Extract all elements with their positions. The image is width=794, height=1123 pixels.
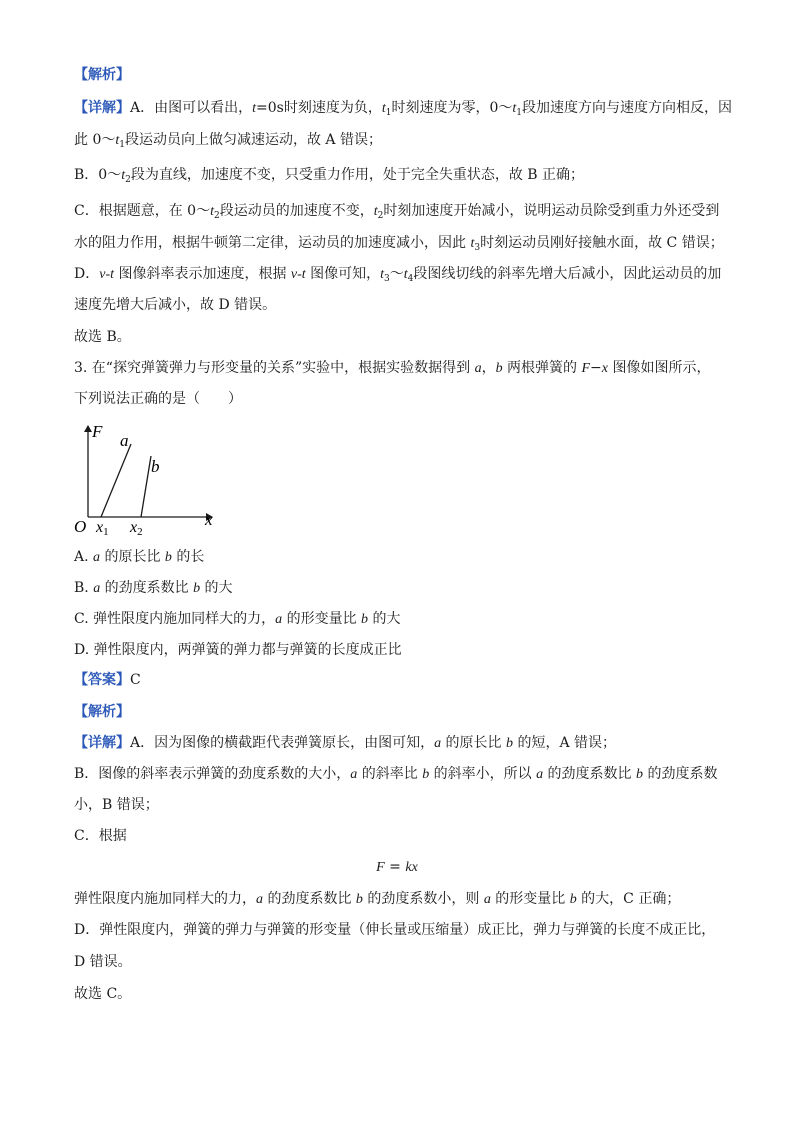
text: 时刻速度为零，0～ <box>391 100 513 116</box>
var-b: b <box>636 767 644 782</box>
option-a <box>74 548 204 566</box>
text: 的原长比 <box>441 735 507 751</box>
text: 的大 <box>200 580 233 596</box>
detail-line-c2 <box>74 234 724 252</box>
var-a: a <box>93 581 101 596</box>
text: − <box>590 360 602 376</box>
detail-line-c1: C．根据 <box>74 828 127 844</box>
text: 的形变量比 <box>282 611 362 627</box>
detail-line-d1 <box>74 265 721 283</box>
var-t1: t <box>115 133 120 148</box>
var-vt: v-t <box>290 267 306 282</box>
text: 时刻加速度开始减小，说明运动员除受到重力外还受到 <box>383 203 720 219</box>
answer-value: C <box>130 672 141 688</box>
var-x: x <box>601 361 608 376</box>
var-a: a <box>536 767 544 782</box>
var-f: F <box>581 361 591 376</box>
var-b: b <box>164 550 172 565</box>
var-b: b <box>193 581 201 596</box>
detail-line-c1 <box>74 202 719 220</box>
option-d: D. 弹性限度内，两弹簧的弹力都与弹簧的长度成正比 <box>74 642 402 658</box>
answer-tag: 【答案】 <box>74 672 130 688</box>
text: C. 弹性限度内施加同样大的力， <box>74 611 276 627</box>
subscript: 2 <box>125 175 131 185</box>
text: B．0～ <box>74 167 122 183</box>
text: ～ <box>389 266 404 282</box>
text: 的斜率比 <box>357 766 423 782</box>
subscript: 1 <box>119 140 125 150</box>
var-b: b <box>569 892 577 907</box>
x1-label: x1 <box>96 519 109 538</box>
analysis-heading: 【解析】 <box>74 704 130 720</box>
text: =0s时刻速度为负， <box>256 100 382 116</box>
text: 段运动员向上做匀减速运动，故 A 错误； <box>124 132 382 148</box>
subscript: 2 <box>377 211 384 221</box>
text: 的原长比 <box>100 549 165 565</box>
var-t4: t <box>403 267 408 282</box>
detail-line-c2 <box>74 890 680 908</box>
analysis-heading: 【解析】 <box>74 67 130 83</box>
equals: = <box>384 859 406 875</box>
var-t3: t <box>470 236 475 251</box>
text: 的形变量比 <box>490 891 570 907</box>
detail-line-b1 <box>74 765 717 783</box>
detail-tag: 【详解】 <box>74 735 130 751</box>
question-stem-line2: 下列说法正确的是（ ） <box>74 391 242 407</box>
text: 水的阻力作用，根据牛顿第二定律，运动员的加速度减小，因此 <box>74 235 471 251</box>
var-t1: t <box>381 101 386 116</box>
text: 段加速度方向与速度方向相反，因 <box>522 100 733 116</box>
detail-line-d2: D 错误。 <box>74 954 132 970</box>
subscript: 3 <box>474 243 481 253</box>
text: B．图像的斜率表示弹簧的劲度系数的大小， <box>74 766 351 782</box>
origin-label: O <box>74 517 87 536</box>
var-t3: t <box>380 267 385 282</box>
text: B. <box>74 580 94 596</box>
option-b <box>74 579 233 597</box>
var-a: a <box>93 550 101 565</box>
text: C．根据题意，在 0～ <box>74 203 211 219</box>
detail-tag: 【详解】 <box>74 100 130 116</box>
text: 的斜率小，所以 <box>429 766 537 782</box>
text: 的劲度系数比 <box>100 580 194 596</box>
text: 段图线切线的斜率先增大后减小，因此运动员的加 <box>413 266 722 282</box>
var-t1: t <box>512 101 517 116</box>
text: 的劲度系数比 <box>543 766 637 782</box>
text: 段为直线，加速度不变，只受重力作用，处于完全失重状态，故 B 正确； <box>130 167 585 183</box>
line-a-label: a <box>120 431 129 450</box>
text: 的短，A 错误； <box>513 735 617 751</box>
detail-line-b2: 小，B 错误； <box>74 797 159 813</box>
text: 图像可知， <box>305 266 381 282</box>
subscript: 2 <box>213 211 220 221</box>
text: A．由图可以看出， <box>130 100 253 116</box>
text: 弹性限度内施加同样大的力， <box>74 891 256 907</box>
var-kx: kx <box>405 860 418 875</box>
detail-line-d2: 速度先增大后减小，故 D 错误。 <box>74 297 277 313</box>
question-stem-line1 <box>74 359 710 377</box>
var-b: b <box>506 736 514 751</box>
detail-line-a2 <box>74 131 382 149</box>
text: ， <box>481 360 496 376</box>
text: 图像如图所示， <box>608 360 711 376</box>
text: 两根弹簧的 <box>502 360 582 376</box>
var-b: b <box>422 767 430 782</box>
detail-line-b1 <box>74 166 584 184</box>
conclusion-line: 故选 C。 <box>74 986 132 1002</box>
var-a: a <box>474 361 482 376</box>
text: 3. 在“探究弹簧弹力与形变量的关系”实验中，根据实验数据得到 <box>74 360 475 376</box>
text: 图像斜率表示加速度，根据 <box>114 266 291 282</box>
var-t: t <box>252 101 257 116</box>
text: 此 0～ <box>74 132 116 148</box>
var-t2: t <box>121 168 126 183</box>
detail-line-a1 <box>74 99 732 117</box>
var-vt: v-t <box>99 267 114 282</box>
text: A．因为图像的横截距代表弹簧原长，由图可知， <box>130 735 435 751</box>
answer-line <box>74 671 141 689</box>
y-axis-label: F <box>92 422 103 441</box>
text: D． <box>74 266 100 282</box>
text: A. <box>74 549 94 565</box>
text: 的大 <box>368 611 401 627</box>
text: 的劲度系数比 <box>263 891 356 907</box>
text: 时刻运动员刚好接触水面，故 C 错误； <box>480 235 724 251</box>
option-c <box>74 610 400 628</box>
subscript: 3 <box>384 274 390 284</box>
var-b: b <box>355 892 363 907</box>
detail-line-d1: D．弹性限度内，弹簧的弹力与弹簧的形变量（伸长量或压缩量）成正比，弹力与弹簧的长度不成正比， <box>74 922 716 938</box>
var-a: a <box>483 892 491 907</box>
text: 的劲度系数小，则 <box>362 891 484 907</box>
subscript: 4 <box>407 274 414 284</box>
var-b: b <box>495 361 503 376</box>
text: 的大，C 正确； <box>576 891 681 907</box>
var-a: a <box>434 736 442 751</box>
subscript: 1 <box>385 108 392 118</box>
var-a: a <box>350 767 358 782</box>
var-a: a <box>275 612 283 627</box>
x-axis-label: x <box>205 510 213 529</box>
text: 段运动员的加速度不变， <box>219 203 374 219</box>
subscript: 1 <box>516 108 523 118</box>
var-a: a <box>256 892 263 907</box>
detail-line-a <box>74 734 616 752</box>
var-t2: t <box>373 204 378 219</box>
formula-hooke <box>0 858 794 876</box>
var-t2: t <box>210 204 214 219</box>
text: 的长 <box>171 549 205 565</box>
var-f: F <box>376 860 385 875</box>
var-b: b <box>361 612 369 627</box>
line-a <box>101 444 131 517</box>
text: 的劲度系数 <box>643 766 718 782</box>
line-b-label: b <box>151 457 160 476</box>
spring-fx-graph <box>74 420 224 538</box>
line-b <box>141 456 151 517</box>
x2-label: x2 <box>130 519 143 538</box>
conclusion-line: 故选 B。 <box>74 329 131 345</box>
